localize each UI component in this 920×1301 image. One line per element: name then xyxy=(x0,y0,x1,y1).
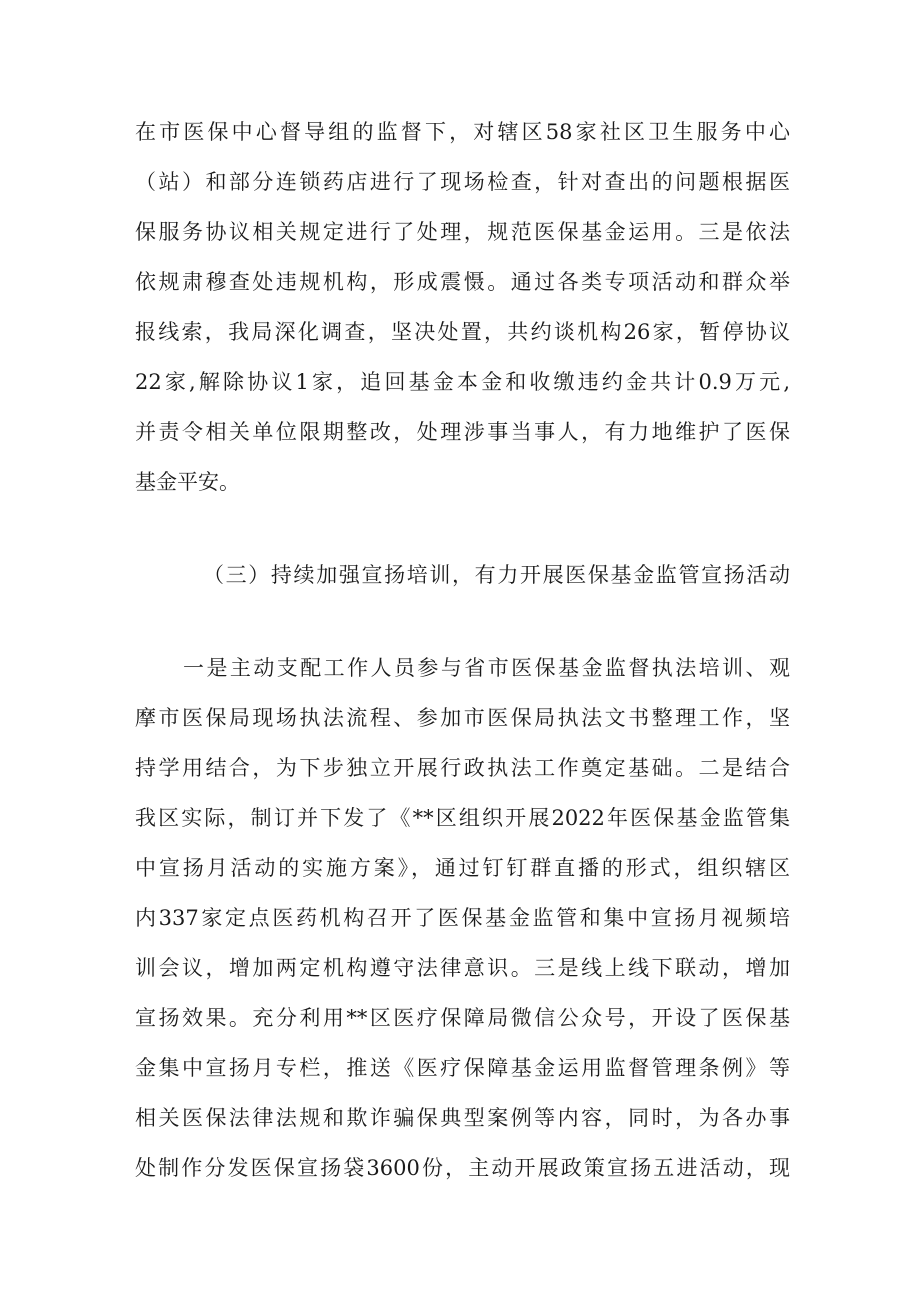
paragraph-2-line-4: 我区实际，制订并下发了《**区组织开展2022年医保基金监管集 xyxy=(135,806,790,830)
paragraph-2-line-8: 宣扬效果。充分利用**区医疗保障局微信公众号，开设了医保基 xyxy=(135,1006,790,1030)
paragraph-2-line-2: 摩市医保局现场执法流程、参加市医保局执法文书整理工作，坚 xyxy=(135,706,790,730)
paragraph-1-line-5: 报线索，我局深化调查，坚决处置，共约谈机构26家，暂停协议 xyxy=(135,320,790,344)
paragraph-1-line-6: 22家,解除协议1家，追回基金本金和收缴违约金共计0.9万元, xyxy=(135,370,790,394)
paragraph-2-line-1: 一是主动支配工作人员参与省市医保基金监督执法培训、观 xyxy=(183,656,790,680)
paragraph-1-line-7: 并责令相关单位限期整改，处理涉事当事人，有力地维护了医保 xyxy=(135,420,790,444)
paragraph-2-line-11: 处制作分发医保宣扬袋3600份，主动开展政策宣扬五进活动，现 xyxy=(135,1156,790,1180)
paragraph-2-line-5: 中宣扬月活动的实施方案》，通过钉钉群直播的形式，组织辖区 xyxy=(135,856,790,880)
paragraph-2-line-3: 持学用结合，为下步独立开展行政执法工作奠定基础。二是结合 xyxy=(135,756,790,780)
paragraph-2-line-6: 内337家定点医药机构召开了医保基金监管和集中宣扬月视频培 xyxy=(135,906,790,930)
paragraph-2-line-7: 训会议，增加两定机构遵守法律意识。三是线上线下联动，增加 xyxy=(135,956,790,980)
paragraph-2-line-10: 相关医保法律法规和欺诈骗保典型案例等内容，同时，为各办事 xyxy=(135,1106,790,1130)
paragraph-1-line-2: （站）和部分连锁药店进行了现场检查，针对查出的问题根据医 xyxy=(135,170,790,194)
paragraph-1-line-3: 保服务协议相关规定进行了处理，规范医保基金运用。三是依法 xyxy=(135,220,790,244)
paragraph-1-line-4: 依规肃穆查处违规机构，形成震慑。通过各类专项活动和群众举 xyxy=(135,270,790,294)
paragraph-1-line-8: 基金平安。 xyxy=(135,470,240,494)
paragraph-1-line-1: 在市医保中心督导组的监督下，对辖区58家社区卫生服务中心 xyxy=(135,120,790,144)
paragraph-2-line-9: 金集中宣扬月专栏，推送《医疗保障基金运用监督管理条例》等 xyxy=(135,1056,790,1080)
section-heading: （三）持续加强宣扬培训，有力开展医保基金监管宣扬活动 xyxy=(203,563,790,587)
